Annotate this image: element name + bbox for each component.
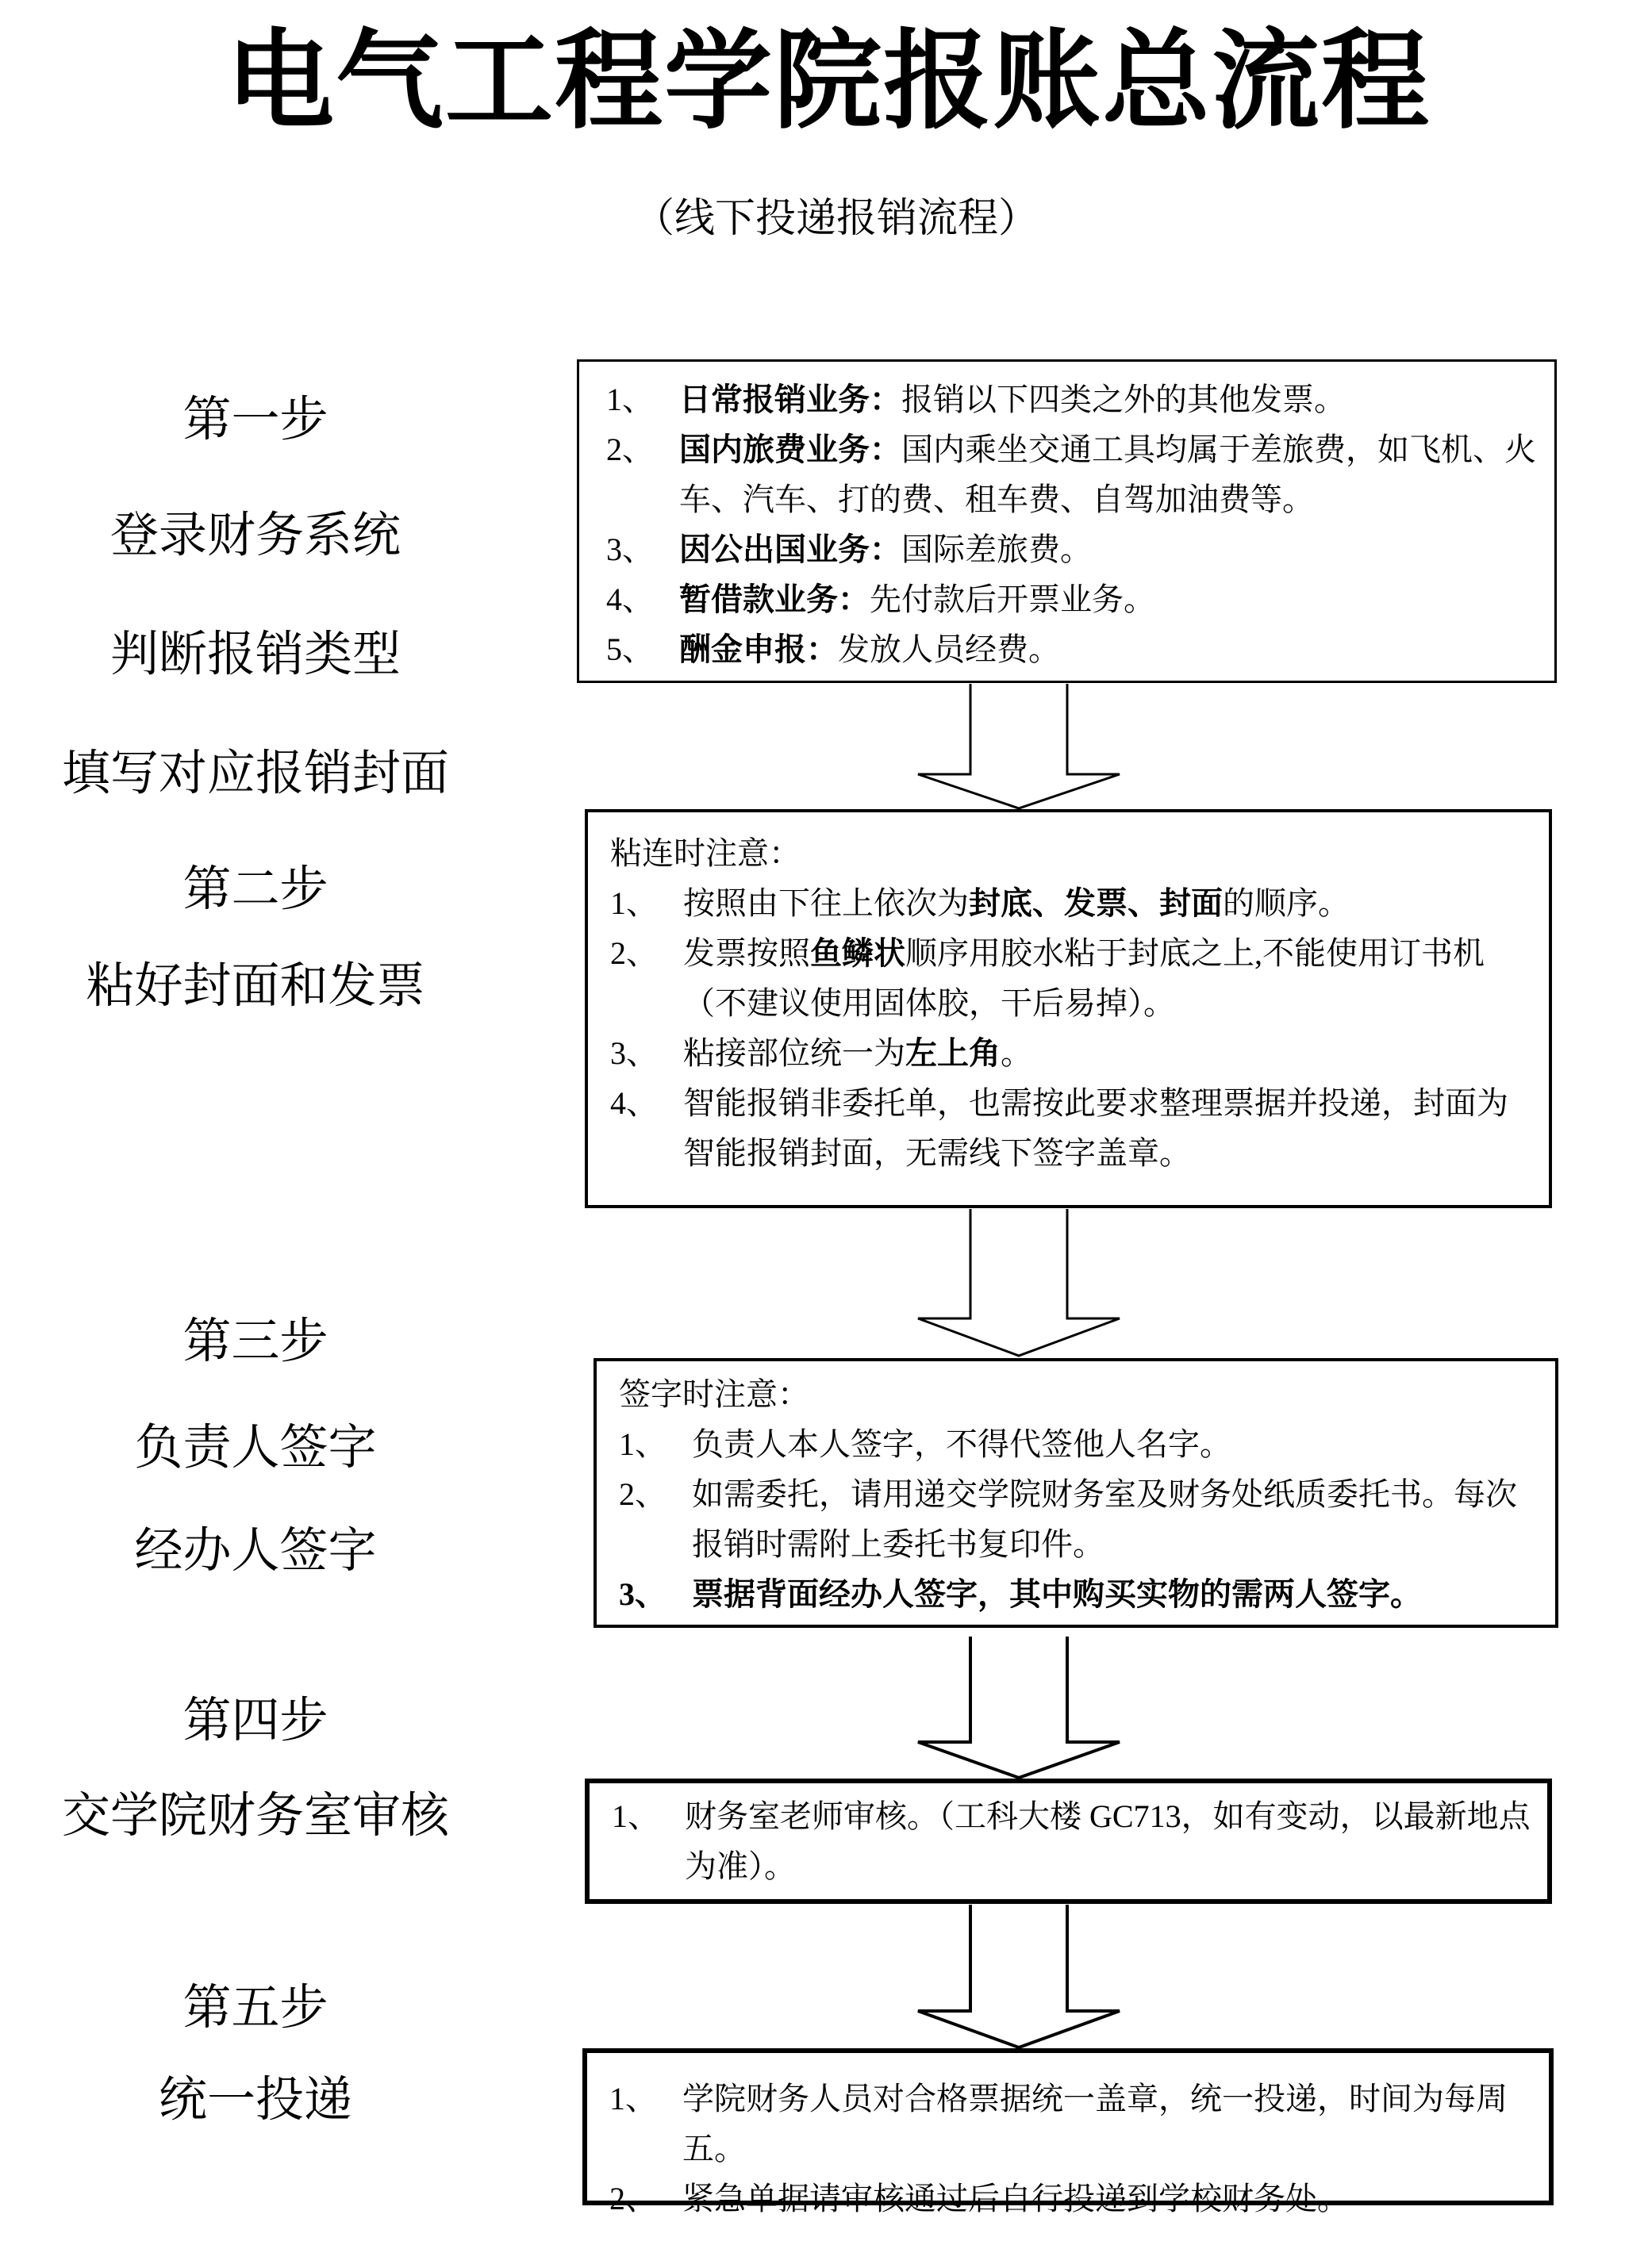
step-3-line-2: 经办人签字	[134, 1525, 377, 1578]
item-text	[682, 2174, 1535, 2224]
step-1-line-1: 登录财务系统	[109, 509, 401, 562]
item-text	[683, 1078, 1535, 1178]
item-number: 3、	[610, 1035, 658, 1071]
item-number: 2、	[606, 432, 654, 467]
item-text	[679, 574, 1537, 624]
item-text	[679, 524, 1537, 574]
item-text-segment: 先付款后开票业务。	[870, 581, 1155, 617]
step-4-detail-box	[585, 1779, 1552, 1904]
item-text-segment: 智能报销非委托单，也需按此要求整理票据并投递，封面为智能报销封面，无需线下签字盖章。	[683, 1085, 1508, 1171]
item-text-segment: 报销以下四类之外的其他发票。	[901, 382, 1346, 417]
step-5-line-1: 统一投递	[158, 2074, 352, 2127]
item-number: 1、	[609, 2081, 657, 2116]
step-1-detail-box	[577, 359, 1557, 683]
step-2-detail-box	[585, 809, 1552, 1208]
item-text-segment: 。	[1001, 1035, 1032, 1071]
item-number: 5、	[606, 631, 654, 667]
item-text	[683, 928, 1535, 1028]
item-text	[685, 1791, 1533, 1891]
box-header: 签字时注意：	[619, 1376, 809, 1412]
item-text	[679, 374, 1537, 424]
item-text-bold-segment: 鱼鳞状	[810, 935, 905, 971]
item-number: 2、	[609, 2181, 657, 2216]
item-text	[683, 1028, 1535, 1078]
list-item	[612, 1791, 1533, 1891]
item-text	[692, 1419, 1541, 1469]
list-item	[606, 574, 1537, 624]
item-text-segment: 学院财务人员对合格票据统一盖章，统一投递，时间为每周五。	[682, 2081, 1508, 2166]
list-item	[606, 524, 1537, 574]
item-text-bold-segment: 票据背面经办人签字，其中购买实物的需两人签字。	[692, 1576, 1422, 1612]
list-item	[609, 2074, 1535, 2174]
step-1-label: 第一步	[182, 393, 328, 447]
step-2-label: 第二步	[182, 863, 328, 916]
item-number: 4、	[610, 1085, 658, 1121]
step-2-line-1: 粘好封面和发票	[86, 960, 425, 1013]
step-5-detail-box	[582, 2048, 1554, 2216]
item-text-segment: 粘接部位统一为	[683, 1035, 905, 1071]
flow-arrow-2-icon	[918, 1209, 1120, 1356]
item-text-segment: 顺序用胶水粘于封底之上,不能使用订书机（不建议使用固体胶，干后易掉）。	[683, 935, 1485, 1021]
item-text	[682, 2074, 1535, 2174]
item-text	[692, 1469, 1541, 1569]
step-3-detail-box	[594, 1358, 1558, 1628]
step-1-line-3: 填写对应报销封面	[61, 747, 449, 800]
item-text-bold-segment: 封底、发票、封面	[969, 885, 1223, 921]
item-number: 1、	[619, 1426, 667, 1462]
item-text-segment: 国内乘坐交通工具均属于差旅费，如飞机、火车、汽车、打的费、租车费、自驾加油费等。	[679, 432, 1536, 517]
item-text-segment: 国际差旅费。	[901, 532, 1092, 567]
flow-arrow-4-icon	[918, 1905, 1120, 2047]
item-text-segment: 如需委托，请用递交学院财务室及财务处纸质委托书。每次报销时需附上委托书复印件。	[692, 1476, 1517, 1562]
item-text-segment: 紧急单据请审核通过后自行投递到学校财务处。	[682, 2181, 1349, 2216]
item-text-segment: 负责人本人签字，不得代签他人名字。	[692, 1426, 1231, 1462]
step-1-line-2: 判断报销类型	[109, 628, 401, 681]
item-number: 4、	[606, 581, 654, 617]
step-3-label: 第三步	[182, 1315, 328, 1368]
item-text-bold-segment: 国内旅费业务：	[679, 432, 901, 467]
flow-arrow-1-icon	[918, 684, 1120, 808]
step-4-line-1: 交学院财务室审核	[61, 1790, 449, 1843]
page-title: 电气工程学院报账总流程	[226, 23, 1431, 142]
step-4-label: 第四步	[182, 1694, 328, 1748]
step-3-line-1: 负责人签字	[134, 1422, 377, 1475]
list-item	[619, 1569, 1541, 1619]
item-text-bold-segment: 日常报销业务：	[679, 382, 901, 417]
item-text-segment: 发票按照	[683, 935, 810, 971]
item-number: 2、	[619, 1476, 667, 1512]
list-item	[610, 928, 1535, 1028]
item-text-bold-segment: 因公出国业务：	[679, 532, 901, 567]
item-number: 1、	[612, 1798, 659, 1834]
flow-arrow-3-icon	[918, 1637, 1120, 1778]
item-number: 2、	[610, 935, 658, 971]
list-item	[609, 2174, 1535, 2224]
list-item	[606, 424, 1537, 524]
item-text	[692, 1569, 1541, 1619]
list-item	[619, 1469, 1541, 1569]
item-text-segment: 财务室老师审核。（工科大楼 GC713，如有变动，以最新地点为准）。	[685, 1798, 1531, 1884]
item-text	[679, 624, 1537, 674]
item-text-segment: 发放人员经费。	[838, 631, 1060, 667]
list-item	[619, 1419, 1541, 1469]
item-text-segment: 按照由下往上依次为	[683, 885, 969, 921]
item-text-bold-segment: 左上角	[905, 1035, 1001, 1071]
list-item	[606, 624, 1537, 674]
item-number: 1、	[606, 382, 654, 417]
list-item	[606, 374, 1537, 424]
list-item	[610, 878, 1535, 928]
page-subtitle: （线下投递报销流程）	[633, 197, 1039, 241]
item-text-bold-segment: 暂借款业务：	[679, 581, 870, 617]
step-5-label: 第五步	[182, 1982, 328, 2035]
item-text	[683, 878, 1535, 928]
item-text-bold-segment: 酬金申报：	[679, 631, 838, 667]
item-text	[679, 424, 1537, 524]
list-item	[610, 1078, 1535, 1178]
box-header: 粘连时注意：	[610, 835, 801, 871]
item-number: 1、	[610, 885, 658, 921]
item-text-segment: 的顺序。	[1223, 885, 1350, 921]
list-item	[610, 1028, 1535, 1078]
item-number: 3、	[606, 532, 654, 567]
item-number: 3、	[619, 1576, 667, 1612]
